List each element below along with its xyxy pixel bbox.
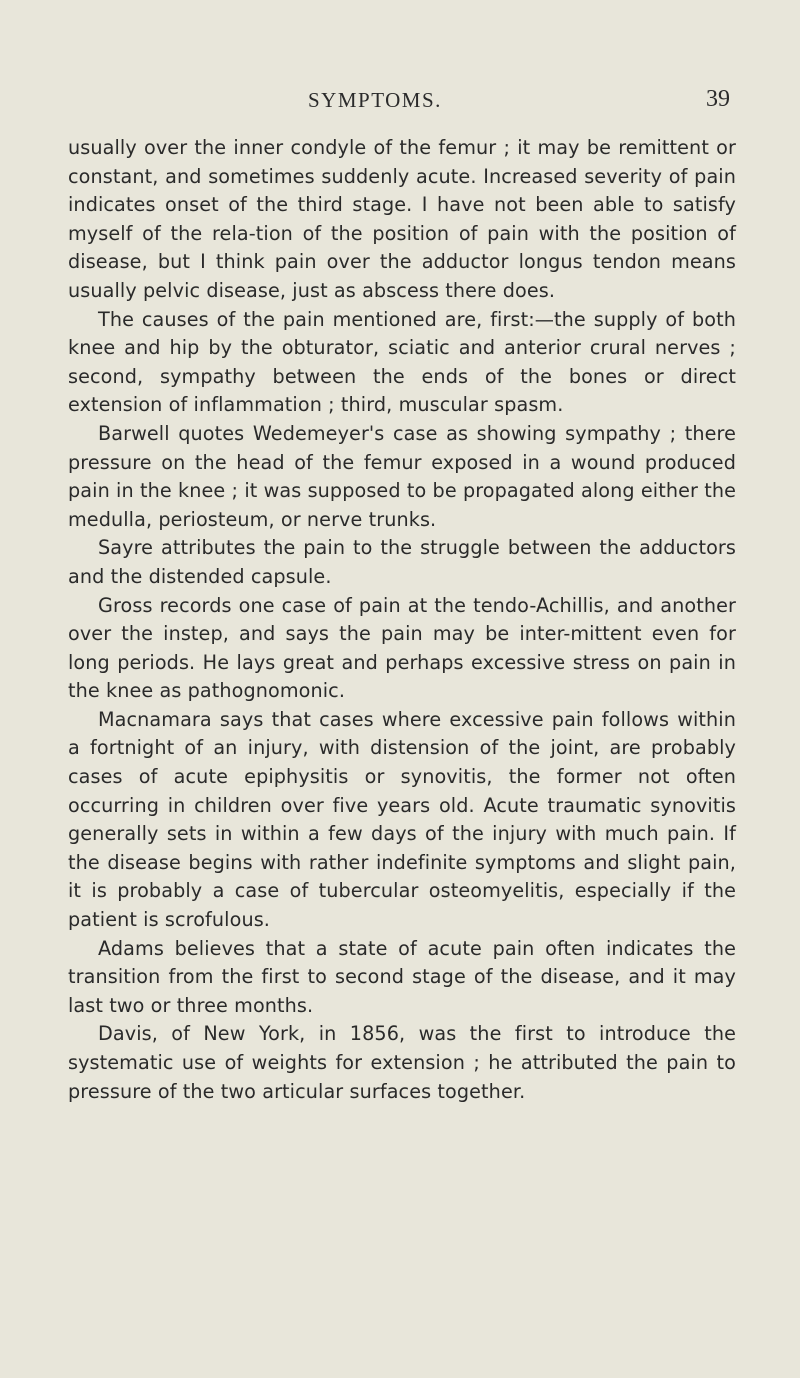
page-number: 39	[706, 86, 730, 112]
body-text	[68, 134, 736, 1106]
paragraph-continuation: usually over the inner condyle of the femur ; it may be remittent or constant, and sometimes suddenly acute. Increased severity of pain indicates onset of the third stage. I have not been able to satisfy myself of the rela-tion of the position of pain with the position of disease, but I think pain over the adductor longus tendon means usually pelvic disease, just as abscess there does.	[68, 136, 736, 302]
paragraph-macnamara: Macnamara says that cases where excessive pain follows within a fortnight of an injury, with distension of the joint, are probably cases of acute epiphysitis or synovitis, the former not often occurring in children over five years old. Acute traumatic synovitis generally sets in within a few days of the injury with much pain. If the disease begins with rather indefinite symptoms and slight pain, it is probably a case of tubercular osteomyelitis, especially if the patient is scrofulous.	[68, 707, 736, 932]
paragraph-barwell: Barwell quotes Wedemeyer's case as showing sympathy ; there pressure on the head of the femur exposed in a wound produced pain in the knee ; it was supposed to be propagated along either the medulla, periosteum, or nerve trunks.	[68, 421, 736, 531]
paragraph-causes: The causes of the pain mentioned are, first:—the supply of both knee and hip by the obturator, sciatic and anterior crural nerves ; second, sympathy between the ends of the bones or direct extension of inflammation ; third, muscular spasm.	[68, 307, 736, 417]
paragraph-adams: Adams believes that a state of acute pain often indicates the transition from the first to second stage of the disease, and it may last two or three months.	[68, 936, 736, 1017]
paragraph-sayre: Sayre attributes the pain to the struggle between the adductors and the distended capsule.	[68, 536, 736, 588]
running-head	[0, 88, 800, 118]
paragraph-gross: Gross records one case of pain at the tendo-Achillis, and another over the instep, and says the pain may be inter-mittent even for long periods. He lays great and perhaps excessive stress on pain in the knee as pathognomonic.	[68, 593, 736, 703]
paragraph-davis: Davis, of New York, in 1856, was the first to introduce the systematic use of weights for extension ; he attributed the pain to pressure of the two articular surfaces together.	[68, 1022, 736, 1103]
chapter-title: SYMPTOMS.	[308, 88, 442, 112]
